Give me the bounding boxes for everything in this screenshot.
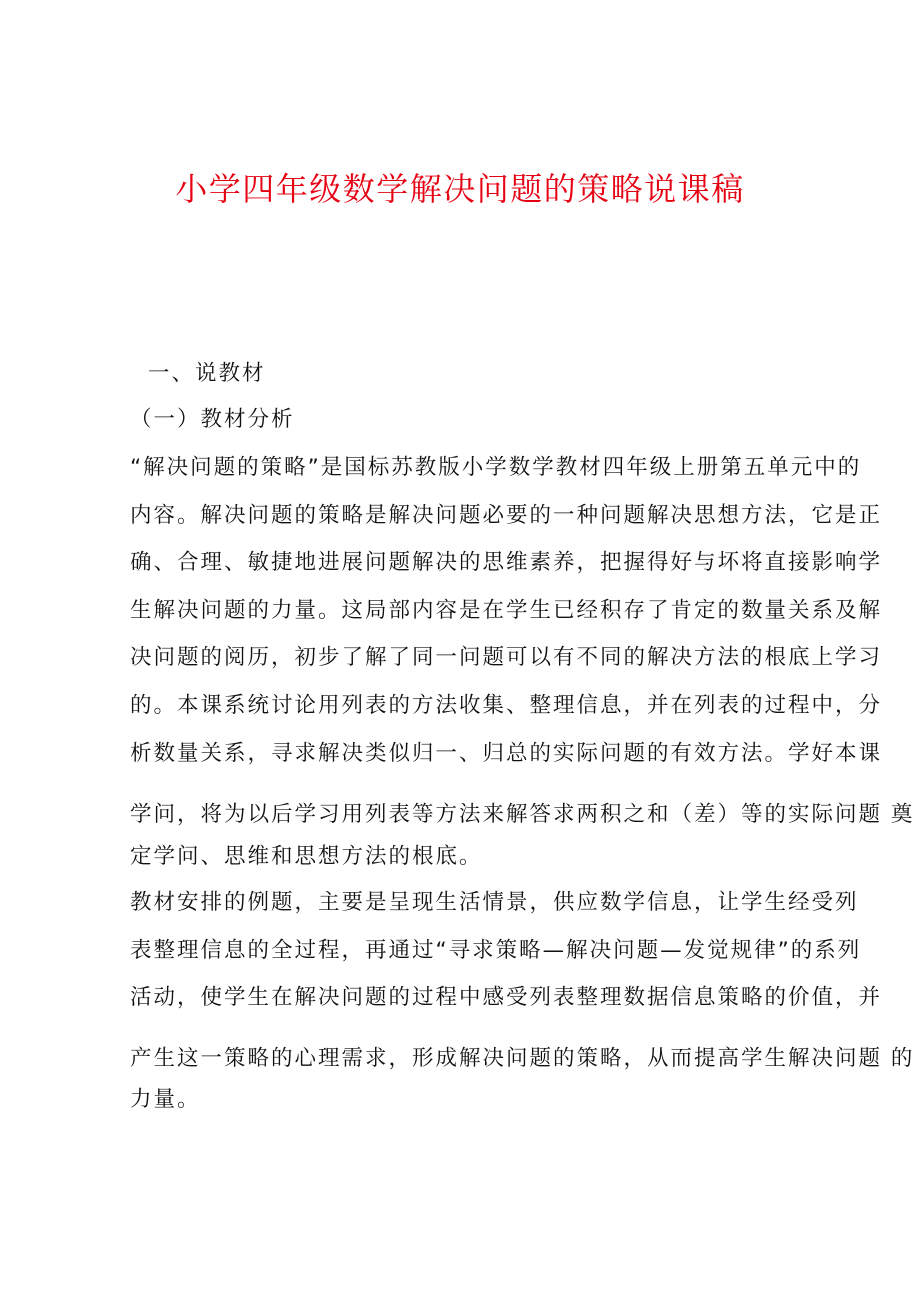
document-title: 小学四年级数学解决问题的策略说课稿 (175, 170, 745, 208)
paragraph-line: “解决问题的策略”是国标苏教版小学数学教材四年级上册第五单元中的 (130, 455, 862, 480)
paragraph-line: 决问题的阅历，初步了解了同一问题可以有不同的解决方法的根底上学习 (130, 645, 883, 670)
paragraph-line: 确、合理、敏捷地进展问题解决的思维素养，把握得好与坏将直接影响学 (130, 550, 883, 575)
paragraph-line: 活动，使学生在解决问题的过程中感受列表整理数据信息策略的价值，并 (130, 985, 883, 1010)
paragraph-line: 产生这一策略的心理需求，形成解决问题的策略，从而提高学生解决问题 的 (130, 1046, 915, 1071)
paragraph-line: 内容。解决问题的策略是解决问题必要的一种问题解决思想方法，它是正 (130, 503, 883, 528)
paragraph-line: 学问，将为以后学习用列表等方法来解答求两积之和（差）等的实际问题 奠 (130, 802, 915, 827)
paragraph-line: 表整理信息的全过程，再通过“寻求策略—解决问题—发觉规律”的系列 (130, 938, 862, 963)
paragraph-line: 定学问、思维和思想方法的根底。 (130, 844, 483, 869)
paragraph-line: 的。本课系统讨论用列表的方法收集、整理信息，并在列表的过程中，分 (130, 693, 883, 718)
subsection-heading: （一）教材分析 (130, 407, 295, 432)
paragraph-line: 析数量关系，寻求解决类似归一、归总的实际问题的有效方法。学好本课 (130, 741, 883, 766)
paragraph-line: 教材安排的例题，主要是呈现生活情景，供应数学信息，让学生经受列 (130, 890, 859, 915)
paragraph-line: 力量。 (130, 1087, 201, 1112)
paragraph-line: 生解决问题的力量。这局部内容是在学生已经积存了肯定的数量关系及解 (130, 598, 883, 623)
section-heading: 一、说教材 (148, 361, 266, 386)
